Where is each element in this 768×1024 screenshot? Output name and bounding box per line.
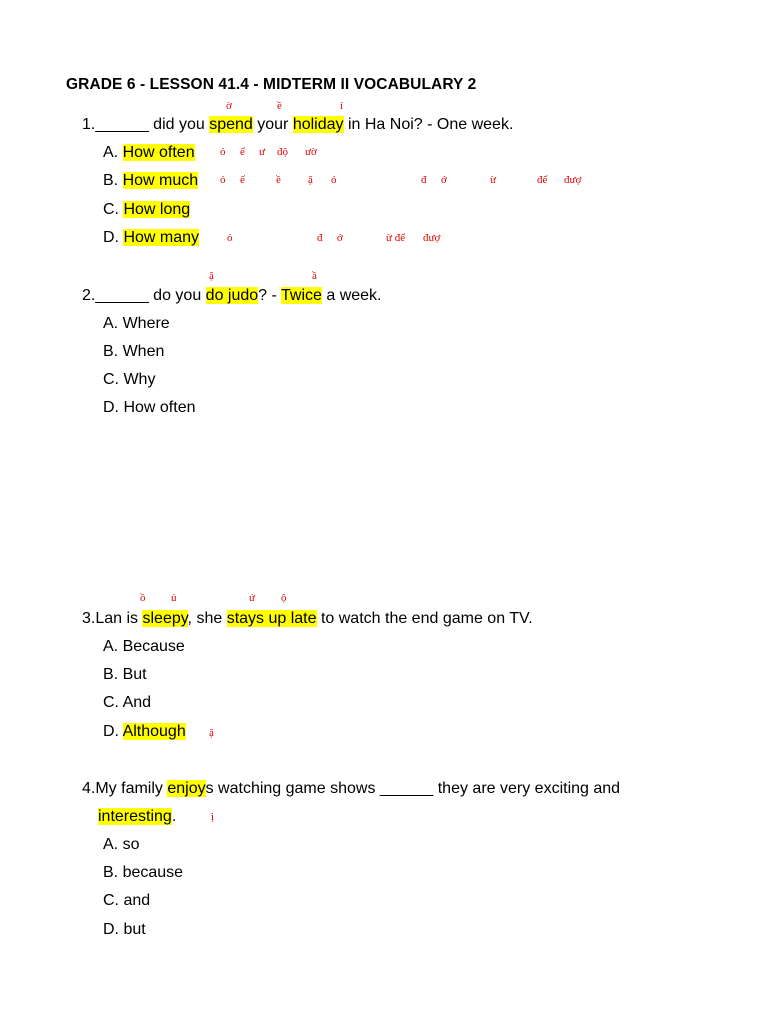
annotation-note: ừ để bbox=[386, 232, 406, 244]
option-letter: B. bbox=[103, 864, 123, 881]
annotation-note: đượ bbox=[564, 174, 582, 186]
annotation-note: đ bbox=[421, 174, 427, 186]
annotation-note: ế bbox=[240, 146, 245, 158]
highlighted-word: interesting bbox=[98, 808, 172, 825]
option-text: because bbox=[122, 864, 184, 881]
question-number: 2. bbox=[82, 287, 96, 304]
option-a bbox=[103, 638, 185, 656]
question-1 bbox=[82, 116, 513, 134]
option-text: How long bbox=[123, 201, 191, 218]
option-b bbox=[103, 864, 183, 882]
question-text: in Ha Noi? - One week. bbox=[343, 116, 514, 133]
annotation-note: ồ bbox=[140, 592, 146, 604]
annotation-note: ị bbox=[211, 811, 215, 823]
option-letter: C. bbox=[103, 201, 124, 218]
option-text: How many bbox=[123, 229, 200, 246]
option-text: Why bbox=[123, 371, 156, 388]
option-text: and bbox=[123, 892, 151, 909]
option-letter: B. bbox=[103, 172, 123, 189]
option-letter: B. bbox=[103, 666, 123, 683]
option-text: How often bbox=[122, 144, 195, 161]
annotation-note: ỏ bbox=[331, 174, 337, 186]
annotation-note: ặ bbox=[308, 174, 313, 186]
option-text: But bbox=[122, 666, 147, 683]
question-text: did you bbox=[148, 116, 210, 133]
annotation-note: ư bbox=[259, 146, 265, 158]
annotation-note: ớ bbox=[441, 174, 447, 186]
option-text: How often bbox=[123, 399, 196, 416]
option-text: Although bbox=[122, 723, 186, 740]
answer-blank: ______ bbox=[95, 287, 149, 304]
highlighted-word: stays up late bbox=[226, 610, 317, 627]
option-text: How much bbox=[122, 172, 199, 189]
question-text: ? - bbox=[258, 287, 281, 304]
option-a bbox=[103, 144, 195, 162]
option-text: but bbox=[123, 921, 146, 938]
answer-blank: ______ bbox=[95, 116, 149, 133]
question-text: do you bbox=[148, 287, 206, 304]
option-a bbox=[103, 315, 170, 333]
question-4 bbox=[82, 780, 620, 798]
option-letter: A. bbox=[103, 638, 123, 655]
annotation-note: để bbox=[537, 174, 548, 186]
annotation-note: ặ bbox=[209, 727, 214, 739]
question-number: 3. bbox=[82, 610, 96, 627]
annotation-note: ề bbox=[277, 100, 282, 112]
annotation-note: ầ bbox=[312, 270, 317, 282]
question-text: My family bbox=[95, 780, 168, 797]
option-text: And bbox=[122, 694, 152, 711]
annotation-note: ế bbox=[240, 174, 245, 186]
question-text: your bbox=[252, 116, 293, 133]
annotation-note: ỏ bbox=[227, 232, 233, 244]
option-text: so bbox=[122, 836, 140, 853]
highlighted-word: do judo bbox=[205, 287, 259, 304]
annotation-note: ậ bbox=[209, 270, 214, 282]
question-text: Lan is bbox=[95, 610, 143, 627]
option-c bbox=[103, 371, 155, 389]
annotation-note: ườ bbox=[305, 146, 317, 158]
option-d bbox=[103, 399, 196, 417]
annotation-note: ộ bbox=[281, 592, 287, 604]
option-c bbox=[103, 892, 150, 910]
option-letter: A. bbox=[103, 836, 123, 853]
question-text: s watching game shows ______ they are very exciting and bbox=[205, 780, 621, 797]
annotation-note: ề bbox=[276, 174, 281, 186]
option-letter: A. bbox=[103, 144, 123, 161]
option-text: Because bbox=[122, 638, 185, 655]
annotation-note: đượ bbox=[423, 232, 441, 244]
option-d bbox=[103, 229, 199, 247]
question-3 bbox=[82, 610, 533, 628]
option-text: Where bbox=[122, 315, 170, 332]
highlighted-word: Twice bbox=[281, 287, 322, 304]
annotation-note: ờ bbox=[226, 100, 232, 112]
annotation-note: đ bbox=[317, 232, 323, 244]
option-letter: B. bbox=[103, 343, 123, 360]
annotation-note: ỉ bbox=[340, 100, 344, 112]
question-text: . bbox=[171, 808, 177, 825]
option-b bbox=[103, 343, 164, 361]
option-letter: D. bbox=[103, 399, 124, 416]
option-d bbox=[103, 921, 146, 939]
option-c bbox=[103, 201, 190, 219]
option-d bbox=[103, 723, 186, 741]
annotation-note: ủ bbox=[171, 592, 177, 604]
annotation-note: ứ bbox=[249, 592, 255, 604]
question-number: 4. bbox=[82, 780, 96, 797]
question-text: to watch the end game on TV. bbox=[316, 610, 533, 627]
question-4-continued bbox=[98, 808, 176, 826]
question-2 bbox=[82, 287, 382, 305]
option-b bbox=[103, 666, 147, 684]
option-letter: C. bbox=[103, 371, 124, 388]
option-letter: C. bbox=[103, 694, 123, 711]
annotation-note: ớ bbox=[337, 232, 343, 244]
question-text: , she bbox=[187, 610, 227, 627]
option-letter: C. bbox=[103, 892, 124, 909]
highlighted-word: spend bbox=[209, 116, 253, 133]
option-letter: D. bbox=[103, 229, 124, 246]
highlighted-word: sleepy bbox=[142, 610, 188, 627]
highlighted-word: holiday bbox=[292, 116, 344, 133]
annotation-note: ỏ bbox=[220, 146, 226, 158]
option-text: When bbox=[122, 343, 165, 360]
annotation-note: ỏ bbox=[220, 174, 226, 186]
option-letter: A. bbox=[103, 315, 123, 332]
annotation-note: ừ bbox=[490, 174, 496, 186]
page-title: GRADE 6 - LESSON 41.4 - MIDTERM II VOCABULARY 2 bbox=[66, 76, 477, 93]
question-text: a week. bbox=[321, 287, 382, 304]
question-number: 1. bbox=[82, 116, 96, 133]
option-c bbox=[103, 694, 151, 712]
option-letter: D. bbox=[103, 921, 124, 938]
option-a bbox=[103, 836, 139, 854]
annotation-note: độ bbox=[277, 146, 288, 158]
option-b bbox=[103, 172, 198, 190]
highlighted-word: enjoy bbox=[167, 780, 206, 797]
option-letter: D. bbox=[103, 723, 123, 740]
